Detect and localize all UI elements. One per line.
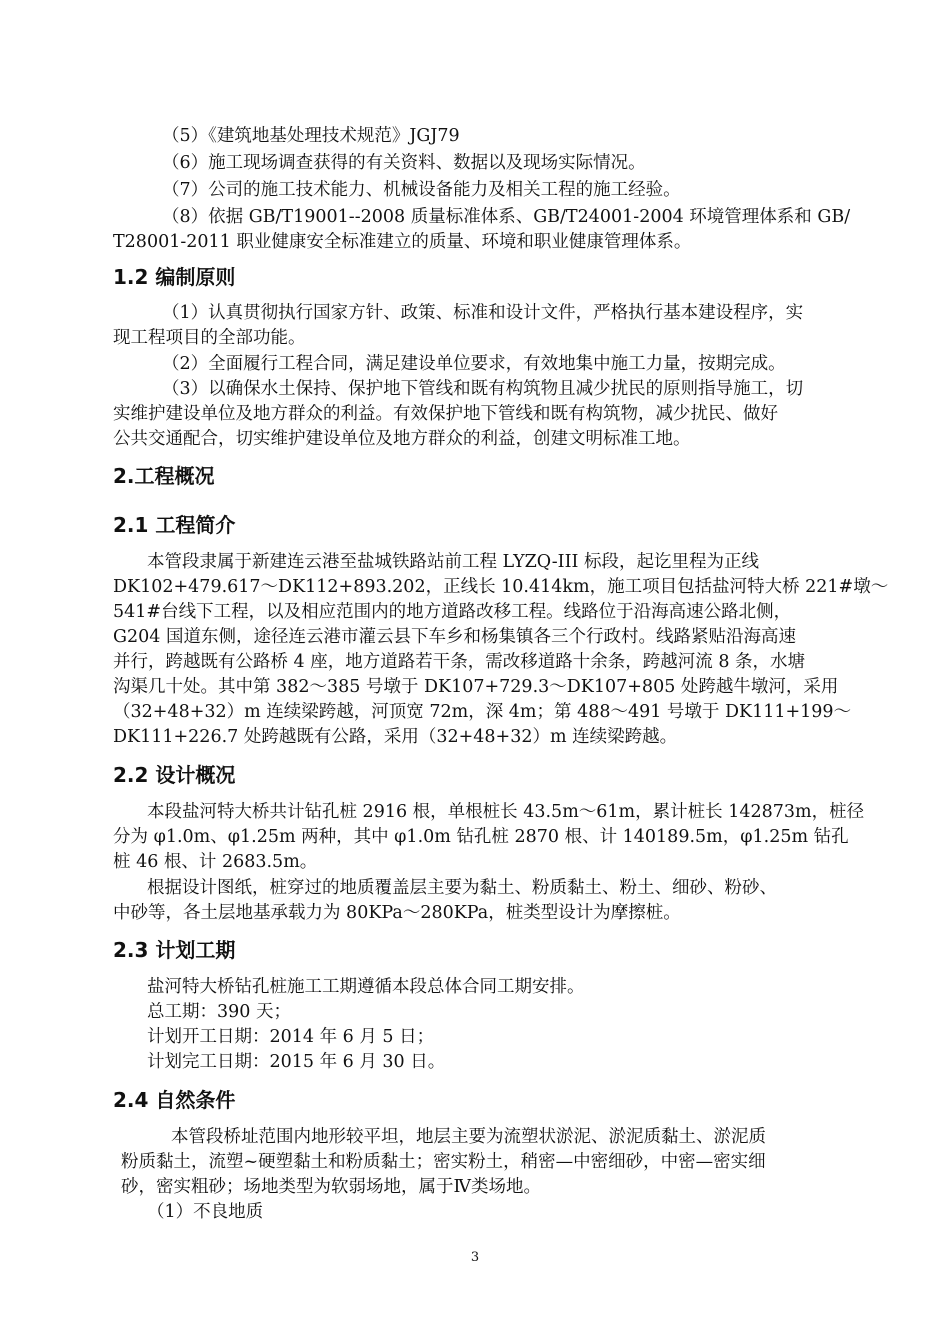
paragraph-line: （2）全面履行工程合同，满足建设单位要求，有效地集中施工力量，按期完成。 xyxy=(162,354,786,374)
paragraph-line: 总工期：390 天； xyxy=(147,1002,291,1022)
paragraph-line: 并行，跨越既有公路桥 4 座，地方道路若干条，需改移道路十余条，跨越河流 8 条，水塘 xyxy=(113,652,806,672)
paragraph-line: 中砂等，各土层地基承载力为 80KPa～280KPa，桩类型设计为摩擦桩。 xyxy=(113,903,681,923)
chapter-heading: 2.工程概况 xyxy=(113,464,215,488)
section-heading: 2.1 工程简介 xyxy=(113,513,236,537)
paragraph-line: DK102+479.617～DK112+893.202，正线长 10.414km，施工项目包括盐河特大桥 221#墩～ xyxy=(113,577,889,597)
paragraph-line: 现工程项目的全部功能。 xyxy=(113,328,306,348)
section-heading: 2.4 自然条件 xyxy=(113,1088,236,1112)
list-item: T28001-2011 职业健康安全标准建立的质量、环境和职业健康管理体系。 xyxy=(113,232,692,252)
paragraph-line: 桩 46 根、计 2683.5m。 xyxy=(113,852,318,872)
paragraph-line: 本管段隶属于新建连云港至盐城铁路站前工程 LYZQ-III 标段，起讫里程为正线 xyxy=(147,552,759,572)
list-item: （5）《建筑地基处理技术规范》JGJ79 xyxy=(162,126,460,146)
paragraph-line: 计划开工日期：2014 年 6 月 5 日； xyxy=(147,1027,435,1047)
list-item: （7）公司的施工技术能力、机械设备能力及相关工程的施工经验。 xyxy=(162,180,681,200)
paragraph-line: G204 国道东侧，途径连云港市灌云县下车乡和杨集镇各三个行政村。线路紧贴沿海高速 xyxy=(113,627,796,647)
paragraph-line: 粉质黏土，流塑~硬塑黏土和粉质黏土；密实粉土，稍密—中密细砂，中密—密实细 xyxy=(121,1152,766,1172)
paragraph-line: 砂，密实粗砂；场地类型为软弱场地，属于Ⅳ类场地。 xyxy=(121,1177,541,1197)
paragraph-line: （32+48+32）m 连续梁跨越，河顶宽 72m，深 4m；第 488～491 号墩于 DK111+199～ xyxy=(113,702,852,722)
paragraph-line: （3）以确保水土保持、保护地下管线和既有构筑物且减少扰民的原则指导施工，切 xyxy=(162,379,804,399)
paragraph-line: 本段盐河特大桥共计钻孔桩 2916 根，单根桩长 43.5m～61m，累计桩长 142873m，桩径 xyxy=(147,802,865,822)
paragraph-line: 公共交通配合，切实维护建设单位及地方群众的利益，创建文明标准工地。 xyxy=(113,429,691,449)
paragraph-line: 沟渠几十处。其中第 382～385 号墩于 DK107+729.3～DK107+805 处跨越牛墩河，采用 xyxy=(113,677,839,697)
list-item: （6）施工现场调查获得的有关资料、数据以及现场实际情况。 xyxy=(162,153,646,173)
section-heading: 2.2 设计概况 xyxy=(113,763,236,787)
paragraph-line: 541#台线下工程，以及相应范围内的地方道路改移工程。线路位于沿海高速公路北侧， xyxy=(113,602,792,622)
paragraph-line: 根据设计图纸，桩穿过的地质覆盖层主要为黏土、粉质黏土、粉土、细砂、粉砂、 xyxy=(147,878,777,898)
paragraph-line: 计划完工日期：2015 年 6 月 30 日。 xyxy=(147,1052,446,1072)
paragraph-line: （1）认真贯彻执行国家方针、政策、标准和设计文件，严格执行基本建设程序，实 xyxy=(162,303,804,323)
section-heading: 2.3 计划工期 xyxy=(113,938,236,962)
paragraph-line: 分为 φ1.0m、φ1.25m 两种，其中 φ1.0m 钻孔桩 2870 根、计 140189.5m，φ1.25m 钻孔 xyxy=(113,827,849,847)
paragraph-line: 本管段桥址范围内地形较平坦，地层主要为流塑状淤泥、淤泥质黏土、淤泥质 xyxy=(171,1127,766,1147)
paragraph-line: （1）不良地质 xyxy=(147,1202,264,1222)
list-item: （8）依据 GB/T19001--2008 质量标准体系、GB/T24001-2004 环境管理体系和 GB/ xyxy=(162,207,851,227)
section-heading: 1.2 编制原则 xyxy=(113,265,236,289)
paragraph-line: 实维护建设单位及地方群众的利益。有效保护地下管线和既有构筑物，减少扰民、做好 xyxy=(113,404,778,424)
paragraph-line: DK111+226.7 处跨越既有公路，采用（32+48+32）m 连续梁跨越。 xyxy=(113,727,678,747)
paragraph-line: 盐河特大桥钻孔桩施工工期遵循本段总体合同工期安排。 xyxy=(147,977,585,997)
page-number: 3 xyxy=(470,1250,480,1265)
